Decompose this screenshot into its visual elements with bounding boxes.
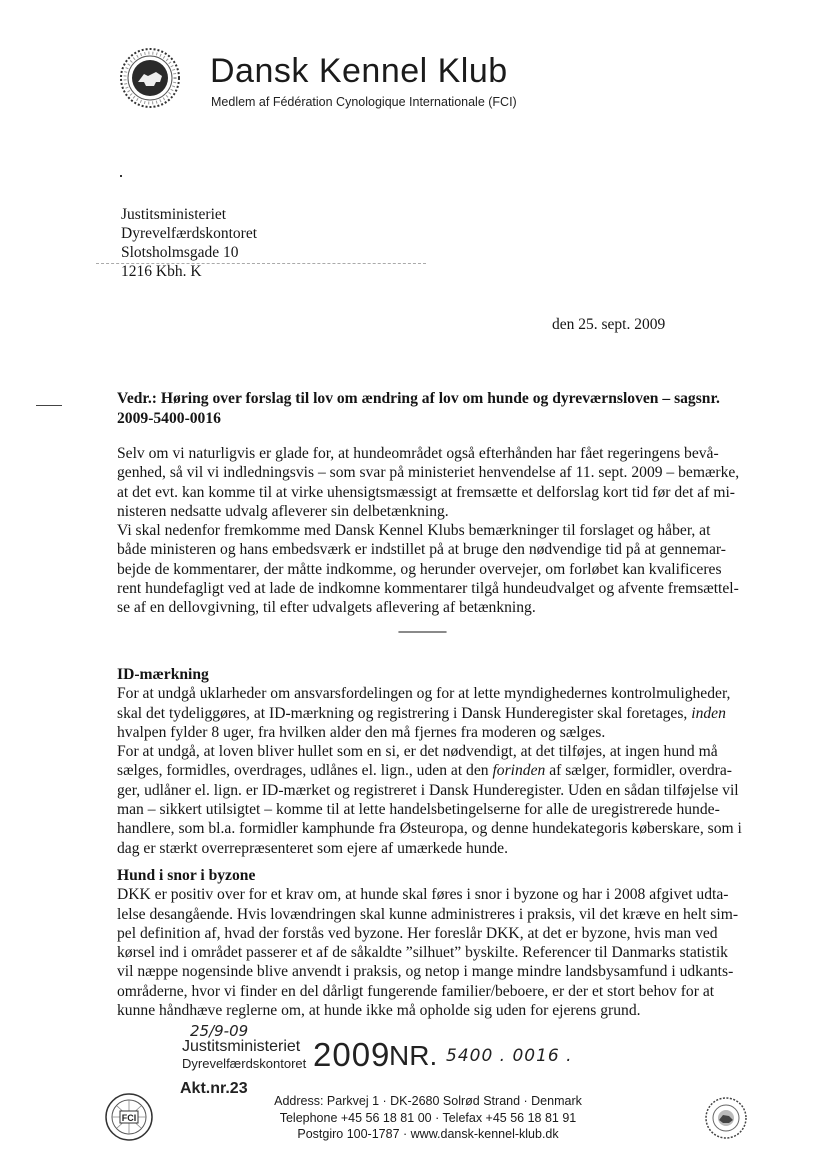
separator: ---------------- — [398, 624, 446, 638]
stamp-hand-date: 25/9-09 — [190, 1022, 249, 1040]
footer-address: Address: Parkvej 1 · DK-2680 Solrød Strand · Denmark — [274, 1094, 582, 1108]
subject — [117, 389, 797, 429]
intro-line: rent hundefagligt ved at lade de indkomne kommentarer tilgå hundeudvalget og afvente fremsættel- — [117, 580, 739, 598]
scan-dot — [120, 175, 122, 177]
section-line: sælges, formidles, overdrages, udlånes el. lign., uden at den — [117, 762, 489, 780]
section-line: pel definition af, hvad der forstås ved byzone. Her foreslår DKK, at det er byzone, hvis man ved — [117, 924, 718, 942]
emphasis: inden — [691, 704, 726, 722]
letter-date: den 25. sept. 2009 — [552, 316, 666, 333]
section-line: DKK er positiv over for et krav om, at hunde skal føres i snor i byzone og har i 2008 afgivet udta- — [117, 886, 729, 904]
section-id-marking — [117, 665, 777, 858]
intro-line: genhed, så vil vi indledningsvis – som svar på ministeriet henvendelse af 11. sept. 2009 – bemærke, — [117, 464, 740, 482]
stamp-office: Dyrevelfærdskontoret — [182, 1056, 307, 1071]
dkk-logo-seal — [118, 46, 182, 110]
emphasis: forinden — [492, 762, 546, 780]
section-line: ger, udlåner el. lign. er ID-mærket og registreret i Dansk Hunderegister. Uden en sådan tilføjelse vil — [117, 781, 739, 799]
section-line: kunne håndhæve reglerne om, at hunde ikke må opholde sig uden for ejerens grund. — [117, 1002, 641, 1020]
intro-line: Selv om vi naturligvis er glade for, at hundeområdet også efterhånden har fået regeringens bevå- — [117, 445, 719, 462]
intro-line: nisteren nedsatte udvalg afleverer sin delbetænkning. — [117, 502, 449, 520]
recipient-line: Justitsministeriet — [121, 206, 227, 223]
section-line: hvalpen fylder 8 uger, fra hvilken alder den må fjernes fra moderen og sælges. — [117, 723, 606, 741]
section-line: handlere, som bl.a. formidler kamphunde fra Østeuropa, og denne hundekategoris køberskare, som i — [117, 820, 742, 838]
section-line: dag er stærkt overrepræsenteret som ejere af umærkede hunde. — [117, 839, 509, 857]
intro-line: Vi skal nedenfor fremkomme med Dansk Kennel Klubs bemærkninger til forslaget og håber, at — [117, 522, 711, 540]
footer-phone: Telephone +45 56 18 81 00 · Telefax +45 56 18 81 91 — [279, 1110, 577, 1125]
section-leash — [117, 866, 777, 1020]
stamp-akt: Akt.nr.23 — [180, 1080, 248, 1097]
intro-line: bejde de kommentarer, der måtte indkomme, og herunder overvejer, om forløbet kan kvalificeres — [117, 560, 722, 578]
section-line: man – sikkert utilsigtet – komme til at lette handelsbetingelserne for alle de uregistrerede hunde- — [117, 801, 720, 819]
intro-line: både ministeren og hans embedsværk er indstillet på at bruge den nødvendige tid på at gennemar- — [117, 541, 726, 559]
subject-line: 2009-5400-0016 — [117, 410, 221, 427]
recipient-address — [121, 205, 257, 281]
stamp-hand-number: 5400 . 0016 . — [446, 1046, 573, 1066]
section-line: lelse desangående. Hvis lovændringen skal kunne administreres i praksis, vil det kræve en helt sim- — [117, 905, 739, 923]
section-line: For at undgå uklarheder om ansvarsfordelingen og for at lette myndighedernes kontrolmuligheder, — [117, 685, 731, 703]
section-line: For at undgå, at loven bliver hullet som en si, er det nødvendigt, at det tilføjes, at ingen hund må — [117, 743, 718, 761]
fci-seal-label: FCI — [121, 1113, 137, 1123]
dkk-seal-right — [704, 1096, 748, 1140]
stamp-nr-label: NR. — [389, 1040, 438, 1071]
subject-line: Vedr.: Høring over forslag til lov om ændring af lov om hunde og dyreværnsloven – sagsnr. — [117, 390, 720, 407]
recipient-line: 1216 Kbh. K — [121, 263, 202, 280]
margin-mark — [36, 405, 62, 406]
stamp-ministry: Justitsministeriet — [182, 1038, 301, 1055]
org-name: Dansk Kennel Klub — [210, 52, 508, 90]
scan-artifact-line — [96, 263, 426, 264]
section-line: områderne, hvor vi finder en del dårligt fungerende familier/beboere, er der et stort behov for at — [117, 982, 715, 1000]
footer-contact — [228, 1093, 628, 1143]
recipient-line: Slotsholmsgade 10 — [121, 244, 239, 261]
section-heading: Hund i snor i byzone — [117, 867, 256, 884]
intro-line: se af en dellovgivning, til efter udvalgets aflevering af betænkning. — [117, 599, 536, 617]
recipient-line: Dyrevelfærdskontoret — [121, 225, 258, 242]
section-line: vil næppe nogensinde blive anvendt i praksis, og netop i mange mindre landsbysamfund i udkants- — [117, 963, 734, 981]
intro-line: at det evt. kan komme til at virke uhensigtsmæssigt at fremsætte et delforslag kort tid før det af mi- — [117, 483, 735, 501]
section-line: kørsel ind i området passerer et af de såkaldte ”silhuet” byskilte. Referencer til Danmarks statistik — [117, 944, 728, 962]
fci-seal — [104, 1092, 154, 1142]
footer-giro: Postgiro 100-1787 · www.dansk-kennel-klub.dk — [297, 1127, 559, 1142]
org-tagline: Medlem af Fédération Cynologique Internationale (FCI) — [211, 95, 517, 109]
intro-paragraph — [117, 444, 777, 618]
stamp-year: 2009 — [313, 1036, 391, 1073]
section-line: af sælger, formidler, overdra- — [549, 762, 732, 780]
section-heading: ID-mærkning — [117, 666, 209, 683]
section-line: skal det tydeliggøres, at ID-mærkning og registrering i Dansk Hunderegister skal foretages, — [117, 704, 688, 722]
